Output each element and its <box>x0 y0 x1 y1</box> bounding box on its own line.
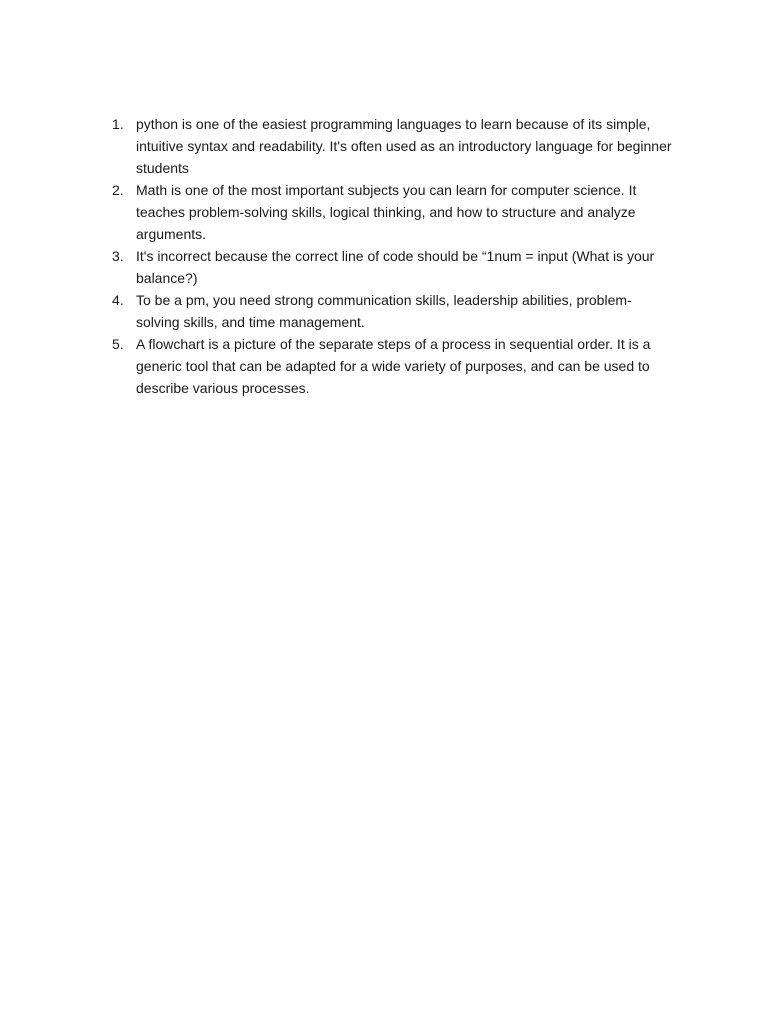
list-item-number: 4. <box>112 292 124 308</box>
list-item <box>112 113 672 179</box>
list-item-text: To be a pm, you need strong communication skills, leadership abilities, problem-solving skills, and time management. <box>136 292 632 330</box>
numbered-answer-list <box>112 113 672 399</box>
list-item-text: Math is one of the most important subjects you can learn for computer science. It teaches problem-solving skills, logical thinking, and how to structure and analyze arguments. <box>136 182 637 242</box>
list-item-text: python is one of the easiest programming languages to learn because of its simple, intuitive syntax and readability. It's often used as an introductory language for beginner students <box>136 116 672 176</box>
list-item-number: 5. <box>112 336 124 352</box>
list-item <box>112 333 672 399</box>
list-item <box>112 245 672 289</box>
list-item-text: A flowchart is a picture of the separate steps of a process in sequential order. It is a generic tool that can be adapted for a wide variety of purposes, and can be used to describe various processes. <box>136 336 651 396</box>
list-item-number: 1. <box>112 116 124 132</box>
list-item-number: 2. <box>112 182 124 198</box>
list-item-number: 3. <box>112 248 124 264</box>
list-item <box>112 289 672 333</box>
list-item <box>112 179 672 245</box>
list-item-text: It's incorrect because the correct line of code should be “1num = input (What is your balance?) <box>136 248 655 286</box>
